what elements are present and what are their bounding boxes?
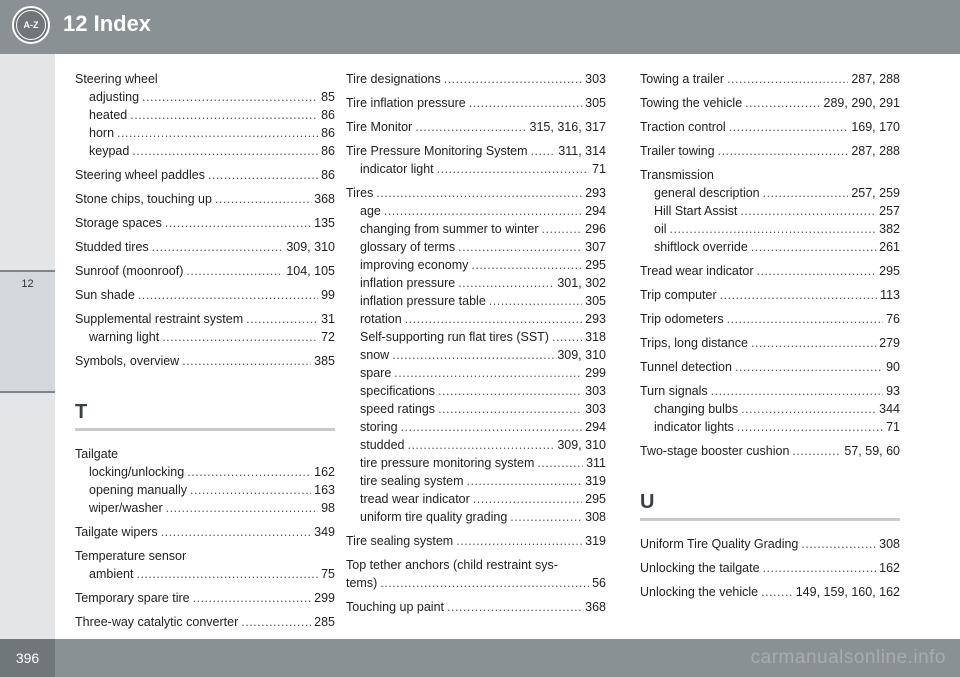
- index-entry-pages[interactable]: 149, 159, 160, 162: [795, 585, 900, 599]
- index-entry-label: Tread wear indicator: [640, 264, 754, 278]
- index-entry-pages[interactable]: 104, 105: [286, 264, 335, 278]
- dot-leader: [467, 472, 583, 490]
- index-entry[interactable]: [346, 574, 606, 592]
- index-entry[interactable]: [346, 436, 606, 454]
- index-entry-pages[interactable]: 319: [585, 534, 606, 548]
- index-entry-pages[interactable]: 135: [314, 216, 335, 230]
- index-entry[interactable]: [75, 523, 335, 541]
- index-entry-pages[interactable]: 75: [321, 567, 335, 581]
- index-column-1: [75, 70, 335, 631]
- index-entry[interactable]: [346, 310, 606, 328]
- dot-leader: [152, 238, 284, 256]
- dot-leader: [186, 262, 283, 280]
- dot-leader: [437, 160, 589, 178]
- index-entry-label: Two-stage booster cushion: [640, 444, 790, 458]
- dot-leader: [407, 436, 554, 454]
- index-entry[interactable]: [640, 559, 900, 577]
- index-entry-pages[interactable]: 299: [585, 366, 606, 380]
- index-entry-label: Stone chips, touching up: [75, 192, 212, 206]
- index-entry[interactable]: [75, 88, 335, 106]
- index-entry[interactable]: [640, 310, 900, 328]
- index-entry-pages[interactable]: 368: [314, 192, 335, 206]
- letter-divider: [75, 428, 335, 431]
- index-entry-pages[interactable]: 169, 170: [851, 120, 900, 134]
- index-entry-label: Trip odometers: [640, 312, 724, 326]
- index-entry[interactable]: [346, 532, 606, 550]
- index-entry[interactable]: [640, 142, 900, 160]
- index-entry-label: Storage spaces: [75, 216, 162, 230]
- index-entry-label: Turn signals: [640, 384, 708, 398]
- index-entry-label: tems): [346, 576, 378, 590]
- dot-leader: [132, 142, 318, 160]
- index-entry-label: Towing the vehicle: [640, 96, 743, 110]
- dot-leader: [384, 202, 582, 220]
- index-entry[interactable]: [75, 214, 335, 232]
- index-entry-pages[interactable]: 163: [314, 483, 335, 497]
- dot-leader: [552, 328, 582, 346]
- index-entry[interactable]: [346, 508, 606, 526]
- dot-leader: [162, 328, 318, 346]
- dot-leader: [208, 166, 318, 184]
- index-entry-label: Trips, long distance: [640, 336, 748, 350]
- index-entry-label: heated: [89, 108, 128, 122]
- index-entry[interactable]: [346, 256, 606, 274]
- index-entry-pages[interactable]: 71: [886, 420, 900, 434]
- index-entry-label: Trip computer: [640, 288, 717, 302]
- dot-leader: [246, 310, 318, 328]
- index-entry-label: opening manually: [89, 483, 187, 497]
- index-entry[interactable]: [75, 166, 335, 184]
- dot-leader: [458, 238, 582, 256]
- index-entry-pages[interactable]: 296: [585, 222, 606, 236]
- dot-leader: [751, 334, 876, 352]
- index-entry-pages[interactable]: 305: [585, 294, 606, 308]
- index-entry-label: rotation: [360, 312, 402, 326]
- chapter-tab-number: 12: [21, 278, 34, 290]
- index-entry-label: ambient: [89, 567, 134, 581]
- index-entry-pages[interactable]: 344: [879, 402, 900, 416]
- index-entry[interactable]: [346, 220, 606, 238]
- index-entry-label: snow: [360, 348, 390, 362]
- index-entry-label: Tire inflation pressure: [346, 96, 466, 110]
- dot-leader: [745, 94, 820, 112]
- dot-leader: [471, 256, 582, 274]
- index-entry-pages[interactable]: 319: [585, 474, 606, 488]
- index-entry[interactable]: [346, 202, 606, 220]
- index-entry-label: spare: [360, 366, 392, 380]
- index-column-3: [640, 70, 900, 601]
- index-entry[interactable]: [346, 364, 606, 382]
- page-number-box: [0, 639, 55, 677]
- index-entry-label: warning light: [89, 330, 160, 344]
- index-letter-heading: T: [75, 401, 88, 423]
- index-entry-label: inflation pressure table: [360, 294, 486, 308]
- index-entry-label: Tire Monitor: [346, 120, 413, 134]
- dot-leader: [215, 190, 311, 208]
- index-entry[interactable]: [640, 70, 900, 88]
- dot-leader: [718, 142, 849, 160]
- index-entry-pages[interactable]: 98: [321, 501, 335, 515]
- dot-leader: [735, 358, 883, 376]
- index-entry-pages[interactable]: 257, 259: [851, 186, 900, 200]
- index-entry-pages[interactable]: 295: [585, 258, 606, 272]
- index-entry-label: indicator light: [360, 162, 434, 176]
- dot-leader: [729, 118, 849, 136]
- dot-leader: [187, 463, 311, 481]
- index-entry-pages[interactable]: 293: [585, 312, 606, 326]
- index-entry[interactable]: [346, 184, 606, 202]
- dot-leader: [458, 274, 554, 292]
- a-z-index-icon: [12, 6, 50, 44]
- dot-leader: [727, 70, 848, 88]
- index-entry[interactable]: [640, 400, 900, 418]
- index-entry-label: general description: [654, 186, 760, 200]
- index-entry-pages[interactable]: 86: [321, 144, 335, 158]
- index-entry-label: Hill Start Assist: [654, 204, 738, 218]
- index-entry-pages[interactable]: 293: [585, 186, 606, 200]
- index-entry-pages[interactable]: 76: [886, 312, 900, 326]
- dot-leader: [405, 310, 582, 328]
- index-entry[interactable]: [346, 472, 606, 490]
- index-entry-label: wiper/washer: [89, 501, 163, 515]
- index-entry-pages[interactable]: 289, 290, 291: [823, 96, 900, 110]
- index-entry[interactable]: [346, 400, 606, 418]
- index-entry[interactable]: [75, 613, 335, 631]
- index-entry[interactable]: [75, 589, 335, 607]
- index-entry[interactable]: [640, 184, 900, 202]
- chapter-title: 12 Index: [63, 11, 152, 36]
- index-letter-heading: U: [640, 491, 655, 513]
- dot-leader: [763, 559, 877, 577]
- index-entry-pages[interactable]: 303: [585, 384, 606, 398]
- index-entry-pages[interactable]: 315, 316, 317: [529, 120, 606, 134]
- chapter-tab: [0, 270, 55, 393]
- index-entry-label: Touching up paint: [346, 600, 444, 614]
- index-entry-label: tire pressure monitoring system: [360, 456, 535, 470]
- index-entry-label: shiftlock override: [654, 240, 748, 254]
- index-entry-label: Three-way catalytic converter: [75, 615, 239, 629]
- index-entry-pages[interactable]: 85: [321, 90, 335, 104]
- logo-text: A-Z: [16, 10, 46, 40]
- index-entry-pages[interactable]: 57, 59, 60: [844, 444, 900, 458]
- index-entry-pages[interactable]: 368: [585, 600, 606, 614]
- index-entry-label: age: [360, 204, 381, 218]
- index-entry-pages[interactable]: 72: [321, 330, 335, 344]
- page-number: 396: [15, 650, 40, 666]
- index-entry-label: Tire Pressure Monitoring System: [346, 144, 528, 158]
- dot-leader: [473, 490, 582, 508]
- index-entry-pages[interactable]: 308: [585, 510, 606, 524]
- index-entry-label: Traction control: [640, 120, 726, 134]
- index-entry-pages[interactable]: 311, 314: [558, 144, 606, 158]
- index-entry-heading: Tailgate: [75, 447, 119, 461]
- index-entry[interactable]: [640, 418, 900, 436]
- index-entry-pages[interactable]: 56: [592, 576, 606, 590]
- index-entry[interactable]: [640, 262, 900, 280]
- index-entry-label: Tires: [346, 186, 374, 200]
- index-entry[interactable]: [346, 238, 606, 256]
- index-entry-label: Tire designations: [346, 72, 441, 86]
- index-entry[interactable]: [640, 118, 900, 136]
- index-entry-heading: Transmission: [640, 168, 714, 182]
- dot-leader: [727, 310, 884, 328]
- index-entry-label: keypad: [89, 144, 130, 158]
- dot-leader: [792, 442, 841, 460]
- index-entry[interactable]: [75, 565, 335, 583]
- index-entry[interactable]: [346, 454, 606, 472]
- index-entry-pages[interactable]: 299: [314, 591, 335, 605]
- index-entry-label: locking/unlocking: [89, 465, 185, 479]
- dot-leader: [542, 220, 583, 238]
- chapter-sidebar: [0, 54, 55, 639]
- dot-leader: [182, 352, 311, 370]
- index-entry-label: Steering wheel paddles: [75, 168, 205, 182]
- dot-leader: [438, 400, 582, 418]
- index-entry-label: tread wear indicator: [360, 492, 470, 506]
- index-entry-label: glossary of terms: [360, 240, 456, 254]
- index-entry-label: Unlocking the tailgate: [640, 561, 760, 575]
- index-entry[interactable]: [346, 70, 606, 88]
- index-entry-pages[interactable]: 285: [314, 615, 335, 629]
- index-entry-label: Symbols, overview: [75, 354, 180, 368]
- dot-leader: [763, 184, 849, 202]
- dot-leader: [130, 106, 318, 124]
- index-entry-label: speed ratings: [360, 402, 436, 416]
- index-entry-pages[interactable]: 99: [321, 288, 335, 302]
- dot-leader: [401, 418, 583, 436]
- dot-leader: [166, 499, 318, 517]
- dot-leader: [193, 589, 312, 607]
- index-entry-label: Tunnel detection: [640, 360, 732, 374]
- dot-leader: [447, 598, 582, 616]
- index-entry-label: Trailer towing: [640, 144, 715, 158]
- index-entry-pages[interactable]: 349: [314, 525, 335, 539]
- index-entry-label: adjusting: [89, 90, 140, 104]
- dot-leader: [801, 535, 876, 553]
- index-entry-label: inflation pressure: [360, 276, 456, 290]
- index-entry[interactable]: [75, 190, 335, 208]
- dot-leader: [138, 286, 318, 304]
- index-entry-pages[interactable]: 90: [886, 360, 900, 374]
- index-entry-label: Tailgate wipers: [75, 525, 158, 539]
- index-entry[interactable]: [640, 382, 900, 400]
- index-entry-pages[interactable]: 295: [879, 264, 900, 278]
- index-entry[interactable]: [640, 94, 900, 112]
- index-entry[interactable]: [640, 286, 900, 304]
- index-entry[interactable]: [346, 598, 606, 616]
- index-entry[interactable]: [75, 262, 335, 280]
- index-entry[interactable]: [75, 124, 335, 142]
- index-entry[interactable]: [346, 274, 606, 292]
- index-entry[interactable]: [75, 352, 335, 370]
- dot-leader: [136, 565, 318, 583]
- index-entry[interactable]: [75, 142, 335, 160]
- index-entry-pages[interactable]: 31: [321, 312, 335, 326]
- index-entry-pages[interactable]: 303: [585, 402, 606, 416]
- index-entry-pages[interactable]: 261: [879, 240, 900, 254]
- index-entry-label: Studded tires: [75, 240, 149, 254]
- dot-leader: [117, 124, 318, 142]
- index-entry-pages[interactable]: 287, 288: [851, 144, 900, 158]
- chapter-header: [0, 0, 960, 54]
- index-entry-label: tire sealing system: [360, 474, 464, 488]
- dot-leader: [165, 214, 311, 232]
- index-entry-pages[interactable]: 309, 310: [286, 240, 335, 254]
- index-entry[interactable]: [75, 328, 335, 346]
- index-entry[interactable]: [75, 238, 335, 256]
- index-column-2: [346, 70, 606, 616]
- dot-leader: [444, 70, 582, 88]
- index-entry-pages[interactable]: 382: [879, 222, 900, 236]
- index-entry[interactable]: [640, 535, 900, 553]
- index-entry-label: storing: [360, 420, 398, 434]
- index-entry-label: Sun shade: [75, 288, 135, 302]
- index-entry-pages[interactable]: 86: [321, 108, 335, 122]
- index-entry-label: Sunroof (moonroof): [75, 264, 184, 278]
- index-entry-pages[interactable]: 305: [585, 96, 606, 110]
- index-entry-pages[interactable]: 287, 288: [851, 72, 900, 86]
- index-entry[interactable]: [75, 286, 335, 304]
- index-entry-pages[interactable]: 294: [585, 420, 606, 434]
- dot-leader: [510, 508, 582, 526]
- index-entry[interactable]: [75, 310, 335, 328]
- dot-leader: [751, 238, 876, 256]
- dot-leader: [740, 202, 876, 220]
- index-entry-label: changing from summer to winter: [360, 222, 539, 236]
- dot-leader: [161, 523, 311, 541]
- index-entry-pages[interactable]: 309, 310: [557, 438, 606, 452]
- index-entry[interactable]: [75, 499, 335, 517]
- index-entry-label: Uniform Tire Quality Grading: [640, 537, 799, 551]
- index-entry-pages[interactable]: 294: [585, 204, 606, 218]
- index-entry-pages[interactable]: 71: [592, 162, 606, 176]
- dot-leader: [741, 400, 876, 418]
- dot-leader: [711, 382, 883, 400]
- index-entry[interactable]: [346, 142, 606, 160]
- dot-leader: [456, 532, 582, 550]
- index-entry-pages[interactable]: 311: [586, 456, 606, 470]
- dot-leader: [190, 481, 311, 499]
- index-entry[interactable]: [640, 334, 900, 352]
- index-entry-label: indicator lights: [654, 420, 734, 434]
- dot-leader: [531, 142, 556, 160]
- index-entry-label: oil: [654, 222, 667, 236]
- index-entry-label: studded: [360, 438, 405, 452]
- index-entry-pages[interactable]: 162: [879, 561, 900, 575]
- page-footer: [0, 639, 960, 677]
- index-entry-pages[interactable]: 308: [879, 537, 900, 551]
- dot-leader: [761, 583, 793, 601]
- index-entry-label: uniform tire quality grading: [360, 510, 508, 524]
- watermark: carmanualsonline.info: [750, 647, 946, 668]
- index-entry-label: Supplemental restraint system: [75, 312, 244, 326]
- index-entry-pages[interactable]: 86: [321, 126, 335, 140]
- index-entry-label: Towing a trailer: [640, 72, 725, 86]
- dot-leader: [438, 382, 582, 400]
- dot-leader: [720, 286, 877, 304]
- index-entry[interactable]: [75, 481, 335, 499]
- dot-leader: [241, 613, 311, 631]
- dot-leader: [392, 346, 554, 364]
- index-entry-heading: Temperature sensor: [75, 549, 187, 563]
- index-entry-pages[interactable]: 309, 310: [557, 348, 606, 362]
- index-entry[interactable]: [640, 220, 900, 238]
- index-entry-label: improving economy: [360, 258, 469, 272]
- index-entry[interactable]: [346, 292, 606, 310]
- dot-leader: [376, 184, 582, 202]
- index-entry-label: Unlocking the vehicle: [640, 585, 759, 599]
- dot-leader: [415, 118, 526, 136]
- index-entry-pages[interactable]: 303: [585, 72, 606, 86]
- index-entry-pages[interactable]: 307: [585, 240, 606, 254]
- index-entry-heading: Steering wheel: [75, 72, 158, 86]
- index-entry[interactable]: [640, 202, 900, 220]
- dot-leader: [756, 262, 876, 280]
- index-entry-pages[interactable]: 385: [314, 354, 335, 368]
- index-entry-pages[interactable]: 257: [879, 204, 900, 218]
- index-entry-pages[interactable]: 279: [879, 336, 900, 350]
- dot-leader: [142, 88, 318, 106]
- index-entry-pages[interactable]: 162: [314, 465, 335, 479]
- dot-leader: [537, 454, 583, 472]
- index-entry-pages[interactable]: 86: [321, 168, 335, 182]
- index-entry[interactable]: [640, 442, 900, 460]
- index-entry-pages[interactable]: 301, 302: [557, 276, 606, 290]
- dot-leader: [469, 94, 582, 112]
- index-entry[interactable]: [346, 160, 606, 178]
- index-entry-heading: Top tether anchors (child restraint sys-: [346, 558, 558, 572]
- dot-leader: [380, 574, 589, 592]
- index-entry[interactable]: [75, 463, 335, 481]
- index-entry[interactable]: [346, 94, 606, 112]
- index-entry-pages[interactable]: 113: [880, 288, 900, 302]
- index-entry[interactable]: [346, 346, 606, 364]
- index-entry[interactable]: [640, 238, 900, 256]
- index-entry-pages[interactable]: 93: [886, 384, 900, 398]
- index-entry[interactable]: [75, 106, 335, 124]
- index-entry[interactable]: [346, 328, 606, 346]
- index-entry-pages[interactable]: 295: [585, 492, 606, 506]
- index-entry-pages[interactable]: 318: [585, 330, 606, 344]
- index-entry[interactable]: [346, 118, 606, 136]
- index-entry-label: Self-supporting run flat tires (SST): [360, 330, 549, 344]
- index-entry[interactable]: [346, 490, 606, 508]
- index-entry[interactable]: [346, 418, 606, 436]
- dot-leader: [394, 364, 582, 382]
- letter-divider: [640, 518, 900, 521]
- index-entry-label: specifications: [360, 384, 436, 398]
- dot-leader: [670, 220, 877, 238]
- dot-leader: [489, 292, 582, 310]
- index-entry-label: Tire sealing system: [346, 534, 454, 548]
- index-entry-label: horn: [89, 126, 115, 140]
- dot-leader: [737, 418, 883, 436]
- index-entry-label: Temporary spare tire: [75, 591, 190, 605]
- index-entry-label: changing bulbs: [654, 402, 739, 416]
- index-entry[interactable]: [346, 382, 606, 400]
- index-entry[interactable]: [640, 358, 900, 376]
- index-entry[interactable]: [640, 583, 900, 601]
